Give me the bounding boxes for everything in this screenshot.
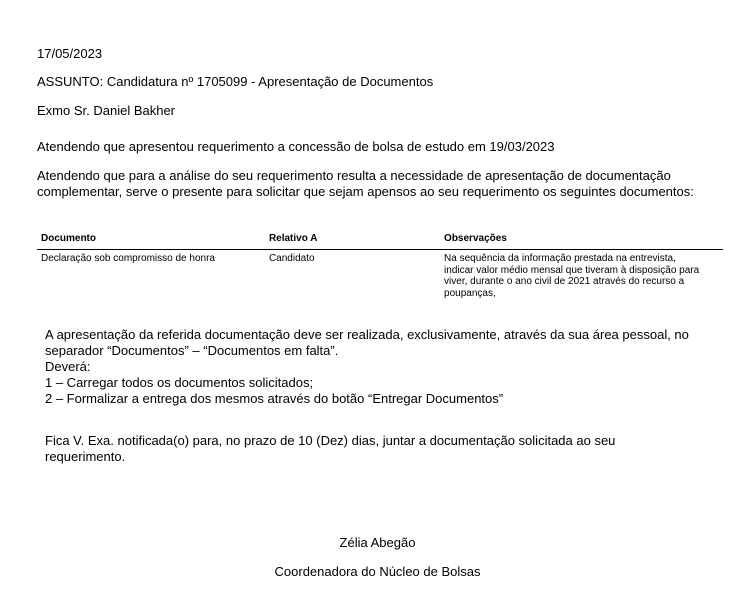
observations-text: Na sequência da informação prestada na entrevista, indicar valor médio mensal que tiveram à disposição para viver, durante o ano civil de 2021 através do recurso a poupanças,: [444, 253, 700, 299]
signature-name: Zélia Abegão: [339, 535, 416, 550]
table-header-row: [37, 231, 723, 250]
cell-observations: [440, 250, 723, 303]
header-relative-to: Relativo A: [265, 231, 440, 250]
letter-subject: ASSUNTO: Candidatura nº 1705099 - Apresentação de Documentos: [37, 74, 434, 89]
letter-greeting: Exmo Sr. Daniel Bakher: [37, 103, 176, 118]
table-row: [37, 250, 723, 303]
paragraph-request: Atendendo que apresentou requerimento a concessão de bolsa de estudo em 19/03/2023: [37, 139, 555, 154]
instructions-step-1: 1 – Carregar todos os documentos solicitados;: [45, 375, 314, 390]
instructions-block: [45, 327, 735, 407]
instructions-step-2: 2 – Formalizar a entrega dos mesmos através do botão “Entregar Documentos”: [45, 391, 504, 406]
cell-relative-to: Candidato: [268, 253, 315, 264]
notice-paragraph: Fica V. Exa. notificada(o) para, no prazo de 10 (Dez) dias, juntar a documentação solicitada ao seu requerimento.: [45, 433, 616, 464]
paragraph-analysis: Atendendo que para a análise do seu requerimento resulta a necessidade de apresentação de documentação complementar, serve o presente para solicitar que sejam apensos ao seu requerimento os seguintes documentos:: [37, 168, 694, 199]
letter-date: 17/05/2023: [37, 46, 103, 61]
header-document: Documento: [37, 231, 265, 250]
cell-document: Declaração sob compromisso de honra: [41, 253, 215, 264]
instructions-must: Deverá:: [45, 359, 91, 374]
documents-table: [37, 231, 723, 302]
header-observations: Observações: [440, 231, 723, 250]
instructions-intro: A apresentação da referida documentação deve ser realizada, exclusivamente, através da sua área pessoal, no separador “Documentos” – “Documentos em falta”.: [45, 327, 689, 358]
signature-role: Coordenadora do Núcleo de Bolsas: [274, 564, 481, 579]
